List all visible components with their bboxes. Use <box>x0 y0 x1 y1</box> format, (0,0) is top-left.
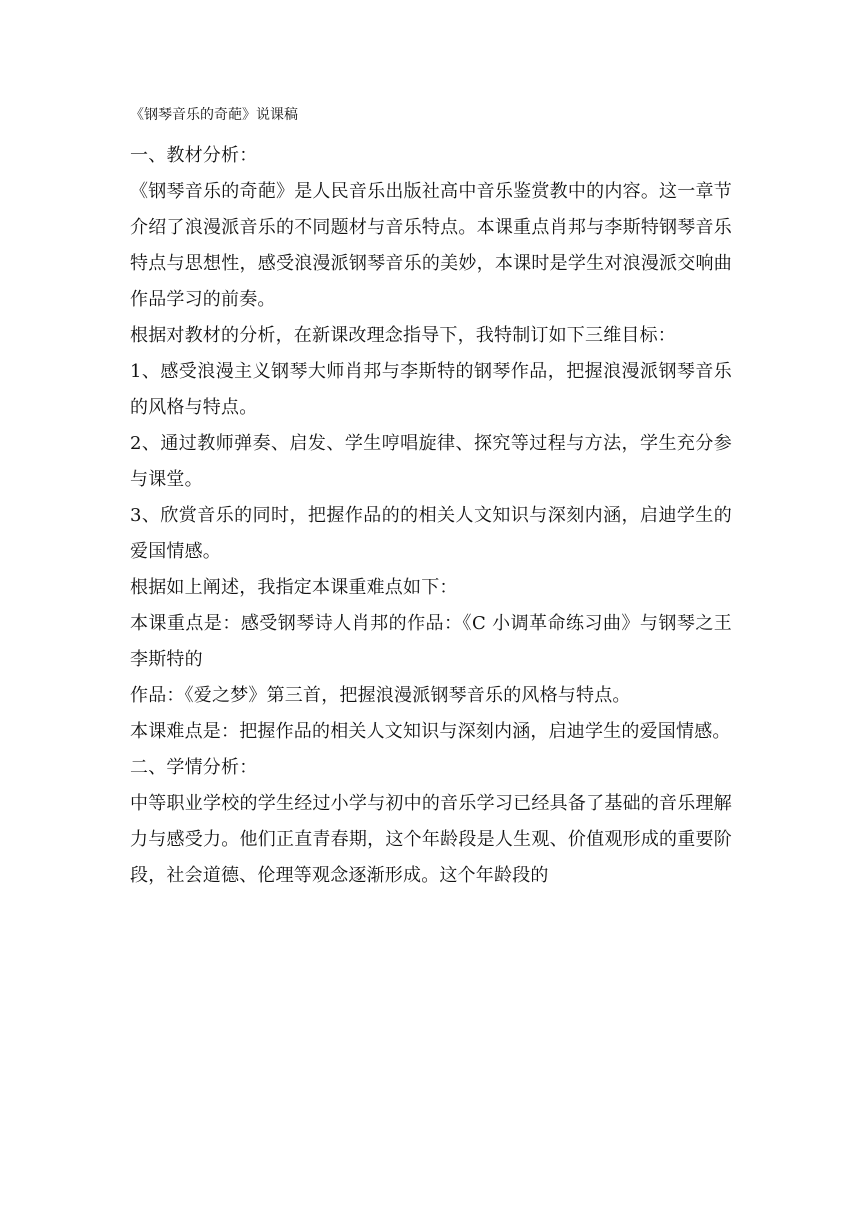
objective-item-2: 2、通过教师弹奏、启发、学生哼唱旋律、探究等过程与方法，学生充分参与课堂。 <box>130 433 732 490</box>
paragraph-textbook-intro: 《钢琴音乐的奇葩》是人民音乐出版社高中音乐鉴赏教中的内容。这一章节介绍了浪漫派音乐的不同题材与音乐特点。本课重点肖邦与李斯特钢琴音乐特点与思想性，感受浪漫派钢琴音乐的美妙，本课时是学生对浪漫派交响曲作品学习的前奏。 <box>130 181 732 310</box>
document-body <box>130 104 732 894</box>
paragraph-difficult-point: 本课难点是：把握作品的相关人文知识与深刻内涵，启迪学生的爱国情感。 <box>130 721 731 742</box>
paragraph-key-points-intro: 根据如上阐述，我指定本课重难点如下： <box>130 577 458 598</box>
objective-item-1: 1、感受浪漫主义钢琴大师肖邦与李斯特的钢琴作品，把握浪漫派钢琴音乐的风格与特点。 <box>130 361 732 418</box>
section-heading-student-analysis: 二、学情分析： <box>130 757 258 778</box>
paragraph-student-analysis: 中等职业学校的学生经过小学与初中的音乐学习已经具备了基础的音乐理解力与感受力。他们正直青春期，这个年龄段是人生观、价值观形成的重要阶段，社会道德、伦理等观念逐渐形成。这个年龄段的 <box>130 793 732 886</box>
paragraph-key-point: 本课重点是：感受钢琴诗人肖邦的作品：《C 小调革命练习曲》与钢琴之王李斯特的 <box>130 613 732 670</box>
section-heading-textbook-analysis: 一、教材分析： <box>130 145 258 166</box>
document-title: 《钢琴音乐的奇葩》说课稿 <box>130 107 298 123</box>
paragraph-objectives-intro: 根据对教材的分析，在新课改理念指导下，我特制订如下三维目标： <box>130 325 676 346</box>
objective-item-3: 3、欣赏音乐的同时，把握作品的的相关人文知识与深刻内涵，启迪学生的爱国情感。 <box>130 505 732 562</box>
paragraph-key-point-continued: 作品：《爱之梦》第三首，把握浪漫派钢琴音乐的风格与特点。 <box>130 685 631 706</box>
